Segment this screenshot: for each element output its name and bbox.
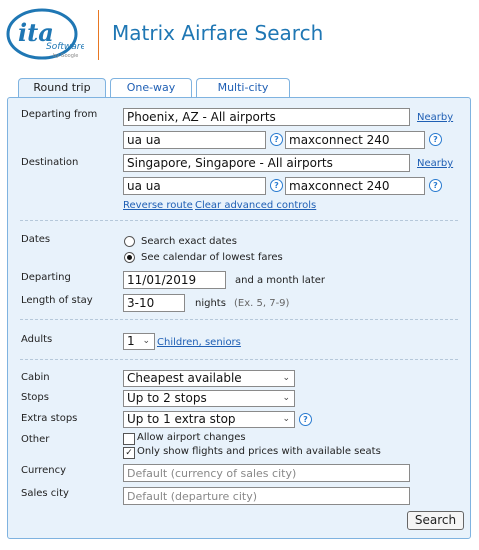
header — [0, 0, 479, 68]
adults-label: Adults — [21, 334, 53, 345]
dates-label: Dates — [21, 234, 51, 245]
length-of-stay-input[interactable]: 3-10 — [123, 294, 185, 312]
departing-label: Departing — [21, 272, 71, 283]
available-seats-checkbox[interactable]: ✓ — [123, 447, 135, 459]
destination-routing-input[interactable]: ua ua — [123, 177, 266, 195]
sales-city-input[interactable]: Default (departure city) — [123, 487, 410, 505]
origin-extension-help-icon[interactable]: ? — [429, 133, 442, 146]
extra-stops-label: Extra stops — [21, 413, 78, 424]
extra-stops-help-icon[interactable]: ? — [299, 413, 312, 426]
adults-select[interactable] — [123, 333, 155, 350]
nights-label: nights — [195, 298, 226, 309]
length-of-stay-hint: (Ex. 5, 7-9) — [234, 298, 290, 309]
adults-select-value: 1 — [127, 334, 135, 348]
origin-routing-input[interactable]: ua ua — [123, 131, 266, 149]
page-title: Matrix Airfare Search — [112, 21, 324, 45]
search-form-panel — [7, 97, 471, 539]
destination-routing-help-icon[interactable]: ? — [270, 179, 283, 192]
exact-dates-radio[interactable] — [124, 236, 135, 247]
tab-multi-city[interactable]: Multi-city — [196, 78, 290, 97]
stops-select-value: Up to 2 stops — [127, 391, 207, 405]
destination-label: Destination — [21, 157, 79, 168]
departing-date-input[interactable]: 11/01/2019 — [123, 271, 226, 289]
sales-city-label: Sales city — [21, 488, 69, 499]
children-seniors-link[interactable]: Children, seniors — [157, 337, 241, 348]
origin-extension-input[interactable]: maxconnect 240 — [285, 131, 425, 149]
logo-sub: Software — [46, 42, 84, 52]
stops-label: Stops — [21, 392, 49, 403]
chevron-down-icon: ⌄ — [282, 393, 290, 403]
length-of-stay-label: Length of stay — [21, 295, 93, 306]
exact-dates-label: Search exact dates — [141, 236, 237, 247]
destination-nearby-link[interactable]: Nearby — [417, 158, 454, 169]
chevron-down-icon: ⌄ — [282, 414, 290, 424]
ita-software-logo — [4, 5, 84, 63]
cabin-label: Cabin — [21, 372, 50, 383]
other-label: Other — [21, 434, 50, 445]
currency-input[interactable]: Default (currency of sales city) — [123, 464, 410, 482]
cabin-select-value: Cheapest available — [127, 371, 242, 385]
extra-stops-select-value: Up to 1 extra stop — [127, 412, 236, 426]
search-button[interactable]: Search — [407, 511, 464, 530]
section-divider — [20, 319, 458, 320]
calendar-fares-radio[interactable] — [124, 252, 135, 263]
destination-airport-input[interactable]: Singapore, Singapore - All airports — [123, 154, 410, 172]
section-divider — [20, 359, 458, 360]
departing-suffix: and a month later — [235, 275, 326, 286]
cabin-select[interactable] — [123, 370, 295, 387]
chevron-down-icon: ⌄ — [142, 336, 150, 346]
reverse-route-link[interactable]: Reverse route — [123, 200, 193, 211]
allow-airport-changes-checkbox[interactable] — [123, 433, 135, 445]
origin-nearby-link[interactable]: Nearby — [417, 112, 454, 123]
logo-text: ita — [18, 18, 54, 47]
tab-round-trip[interactable]: Round trip — [18, 78, 106, 99]
chevron-down-icon: ⌄ — [282, 373, 290, 383]
clear-advanced-link[interactable]: Clear advanced controls — [195, 200, 317, 211]
departing-from-label: Departing from — [21, 109, 98, 120]
available-seats-label: Only show flights and prices with available seats — [137, 446, 381, 457]
extra-stops-select[interactable] — [123, 411, 295, 428]
destination-extension-help-icon[interactable]: ? — [429, 179, 442, 192]
logo-by: by Google — [53, 53, 79, 59]
section-divider — [20, 220, 458, 221]
logo-divider — [98, 10, 99, 60]
tab-one-way[interactable]: One-way — [110, 78, 192, 97]
currency-label: Currency — [21, 465, 67, 476]
origin-airport-input[interactable]: Phoenix, AZ - All airports — [123, 108, 410, 126]
destination-extension-input[interactable]: maxconnect 240 — [285, 177, 425, 195]
origin-routing-help-icon[interactable]: ? — [270, 133, 283, 146]
stops-select[interactable] — [123, 390, 295, 407]
allow-airport-changes-label: Allow airport changes — [137, 432, 246, 443]
calendar-fares-label: See calendar of lowest fares — [141, 252, 283, 263]
